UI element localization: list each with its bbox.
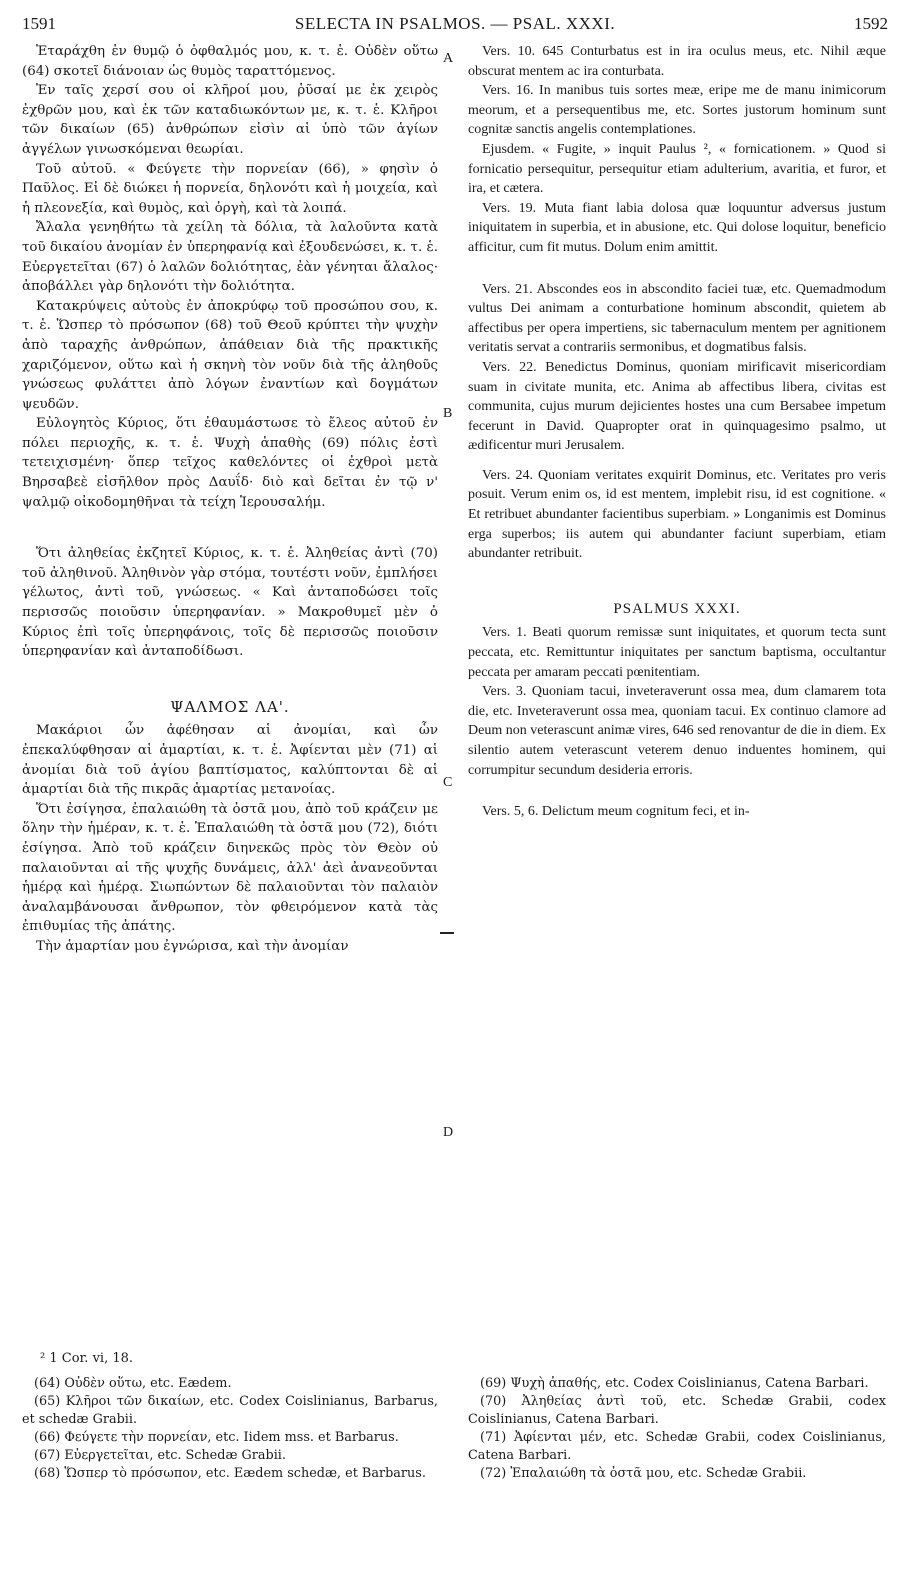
margin-letter-c: C [443,775,453,790]
notes-right [468,1375,886,1483]
latin-paragraph: Vers. 21. Abscondes eos in abscondito faciei tuæ, etc. Quemadmodum vultus Dei animam a conturbatione hominum abscondit, quietem ab affectibus per opera impertiens, sic tabernaculum mentem per agnitionem veritatis servat a contrariis sermonibus, et dogmatibus falsis. [468,281,886,356]
critical-note: (71) Ἀφίενται μέν, etc. Schedæ Grabii, codex Coislinianus, Catena Barbari. [468,1430,886,1463]
critical-note: (66) Φεύγετε τὴν πορνείαν, etc. Iidem mss. et Barbarus. [34,1430,399,1445]
margin-letter-d: D [443,1125,454,1140]
latin-column [468,42,886,822]
column-divider-mark [440,932,454,934]
running-header [22,8,888,34]
greek-paragraph: Τοῦ αὐτοῦ. « Φεύγετε τὴν πορνείαν (66), » φησὶν ὁ Παῦλος. Εἰ δὲ διώκει ἡ πορνεία, δηλονότι καὶ ἡ μοιχεία, καὶ ἡ πλεονεξία, καὶ θυμὸς, καὶ ὀργὴ, καὶ τὰ λοιπά. [22,161,438,216]
greek-paragraph: Τὴν ἁμαρτίαν μου ἐγνώρισα, καὶ τὴν ἀνομίαν [36,938,349,954]
critical-note: (65) Κλῆροι τῶν δικαίων, etc. Codex Coislinianus, Barbarus, et schedæ Grabii. [22,1394,438,1427]
latin-paragraph: Vers. 3. Quoniam tacui, inveteraverunt ossa mea, dum clamarem tota die, etc. Inveteraverunt ossa mea, quoniam tacui. Ex continuo clamore ad Deum non veterascunt animæ vires, 646 sed renovantur de die in diem. Ex silentio autem veterascunt veterem denuo induentes hominem, qui corrumpitur secundum desideria erroris. [468,684,886,778]
notes-left [22,1375,438,1483]
latin-paragraph: Vers. 16. In manibus tuis sortes meæ, eripe me de manu inimicorum meorum, et a persequentibus me, etc. Sortes justorum hominum sunt cognitæ sanctis angelis contemplationes. [468,83,886,138]
greek-column [22,42,438,957]
page-number-left: 1591 [22,14,56,33]
critical-note: (72) Ἐπαλαιώθη τὰ ὀστᾶ μου, etc. Schedæ Grabii. [480,1466,807,1481]
greek-paragraph: Ὅτι ἐσίγησα, ἐπαλαιώθη τὰ ὀστᾶ μου, ἀπὸ τοῦ κράζειν με ὅλην τὴν ἡμέραν, κ. τ. ἑ. Ἐπαλαιώθη τὰ ὀστᾶ μου (72), διότι ἐσίγησα. Ἀπὸ τοῦ κράζειν διηνεκῶς πρὸς τὸν Θεὸν οὐ παλαιοῦνται αἱ τῆς ψυχῆς δυνάμεις, ἀλλ' ἀεὶ ἀνανεοῦνται ἡμέρᾳ καὶ ἡμέρᾳ. Σιωπώντων δὲ παλαιοῦνται τὸν παλαιὸν ἀναλαμβάνουσαι ἄνθρωπον, τὸν φθειρόμενον κατὰ τὰς ἐπιθυμίας τῆς ἀπάτης. [22,801,438,935]
running-title: SELECTA IN PSALMOS. — PSAL. XXXI. [294,14,616,33]
critical-note: (67) Εὐεργετεῖται, etc. Schedæ Grabii. [34,1448,286,1463]
margin-letter-b: B [443,406,453,421]
greek-paragraph: Ὅτι ἀληθείας ἐκζητεῖ Κύριος, κ. τ. ἑ. Ἀληθείας ἀντὶ (70) τοῦ ἀληθινοῦ. Ἀληθινὸν γὰρ στόμα, τουτέστι νοῦν, ἐμπλήσει γέλωτος, ἀντὶ τοῦ, γνώσεως. « Καὶ ἀνταποδώσει τοῖς περισσῶς ποιοῦσιν ὑπερηφανίαν. » Μακροθυμεῖ μὲν ὁ Κύριος ἐπὶ τοῖς ὑπερηφάνοις, τοῖς δὲ περισσῶς ποιοῦσιν ὑπερηφανίαν καὶ ἀνταποδίδωσι. [22,546,438,660]
greek-paragraph: Κατακρύψεις αὐτοὺς ἐν ἀποκρύφῳ τοῦ προσώπου σου, κ. τ. ἑ. Ὥσπερ τὸ πρόσωπον (68) τοῦ Θεοῦ κρύπτει τὴν ψυχὴν ἀπὸ ταραχῆς ἀνθρώπων, ἀπάθειαν διὰ τῆς πρακτικῆς χαριζόμενον, οὕτω καὶ ἡ σκηνὴ τὸν νοῦν διὰ τῆς ἀληθοῦς γνώσεως φυλάττει ἀπὸ λόγων ἐναντίων καὶ δογμάτων ψευδῶν. [22,298,438,412]
critical-note: (69) Ψυχὴ ἀπαθής, etc. Codex Coislinianus, Catena Barbari. [480,1376,869,1391]
margin-letter-a: A [443,51,454,66]
latin-paragraph: Vers. 5, 6. Delictum meum cognitum feci, et in- [482,804,750,820]
latin-paragraph: Vers. 1. Beati quorum remissæ sunt iniquitates, et quorum tecta sunt peccata, etc. Remittuntur iniquitates per sanctum baptisma, occultantur peccata per amaram peccati pœnitentiam. [468,625,886,680]
greek-paragraph: Μακάριοι ὧν ἀφέθησαν αἱ ἀνομίαι, καὶ ὧν ἐπεκαλύφθησαν αἱ ἁμαρτίαι, κ. τ. ἑ. Ἀφίενται μὲν (71) αἱ ἀνομίαι διὰ τοῦ ἁγίου βαπτίσματος, καλύπτονται δὲ αἱ ἁμαρτίαι διὰ τῆς πικρᾶς ἁμαρτίας μετανοίας. [22,723,438,798]
latin-paragraph: Vers. 10. 645 Conturbatus est in ira oculus meus, etc. Nihil æque obscurat mentem ac ira conturbata. [468,44,886,79]
latin-paragraph: Vers. 22. Benedictus Dominus, quoniam mirificavit misericordiam suam in civitate munita, etc. Anima ab affectibus libera, civitas est communita, cujus murum dejicientes hostes una cum Bersabee impetum fecerunt in David. Quapropter orat in quinquagesimo psalmo, ut ædificentur muri Jerusalem. [468,359,886,454]
greek-paragraph: Ἄλαλα γενηθήτω τὰ χείλη τὰ δόλια, τὰ λαλοῦντα κατὰ τοῦ δικαίου ἀνομίαν ἐν ὑπερηφανίᾳ καὶ ἐξουδενώσει, κ. τ. ἑ. Εὐεργετεῖται (67) ὁ λαλῶν δολιότητας, ἐὰν γένηται ἄλαλος· ἀποβάλλει γὰρ δηλονότι τὴν δολιότητα. [22,220,438,295]
greek-psalm-heading: ΨΑΛΜΟΣ ΛΑ'. [170,697,290,716]
greek-paragraph: Εὐλογητὸς Κύριος, ὅτι ἐθαυμάστωσε τὸ ἔλεος αὐτοῦ ἐν πόλει περιοχῆς, κ. τ. ἑ. Ψυχὴ ἀπαθὴς (69) πόλις ἐστὶ τετειχισμένη· ὅπερ τεῖχος καθελόντες οἱ ἐχθροὶ μετὰ Βηρσαβεὲ εἰσῆλθον πρὸς Δαυΐδ· διὸ καὶ δεῖται ἐν τῷ ν' ψαλμῷ οἰκοδομηθῆναι τὰ τείχη Ἱερουσαλήμ. [22,416,438,510]
latin-paragraph: Vers. 19. Muta fiant labia dolosa quæ loquuntur adversus justum iniquitatem in superbia, et in abusione, etc. Qui dolose loquitur, beneficio afficitur, cum fit mutus. Dolum enim amittit. [468,200,886,255]
latin-psalm-heading: PSALMUS XXXI. [613,600,741,617]
latin-paragraph: Ejusdem. « Fugite, » inquit Paulus ², « fornicationem. » Quod si fornicatio persequitur, persequitur etiam adulterium, avaritia, et furor, et ira, et cætera. [468,141,886,197]
critical-note: (68) Ὥσπερ τὸ πρόσωπον, etc. Eædem schedæ, et Barbarus. [34,1466,426,1481]
critical-note: (70) Ἀληθείας ἀντὶ τοῦ, etc. Schedæ Grabii, codex Coislinianus, Catena Barbari. [468,1394,886,1427]
greek-paragraph: Ἐταράχθη ἐν θυμῷ ὁ ὀφθαλμός μου, κ. τ. ἑ. Οὐδὲν οὕτω (64) σκοτεῖ διάνοιαν ὡς θυμὸς ταραττόμενος. [22,44,438,79]
footnote: ² 1 Cor. vi, 18. [40,1351,134,1366]
greek-paragraph: Ἐν ταῖς χερσί σου οἱ κλῆροί μου, ῥῦσαί με ἐκ χειρὸς ἐχθρῶν μου, καὶ ἐκ τῶν καταδιωκόντων με, κ. τ. ἑ. Κλῆροι τῶν δικαίων (65) ἀνθρώπων εἰσὶν αἱ ὑπὸ τῶν ἁγίων ἀγγέλων γινωσκόμεναι θεωρίαι. [22,83,438,157]
critical-note: (64) Οὐδὲν οὕτω, etc. Eædem. [34,1376,232,1391]
latin-paragraph: Vers. 24. Quoniam veritates exquirit Dominus, etc. Veritates pro veris posuit. Verum enim os, id est mentem, implebit risu, id est cognitione. « Et retribuet abundanter facientibus superbiam. » Longanimis est Dominus erga superbos; iis autem qui abundanter faciunt superbiam, etiam abundanter retribuit. [468,467,886,562]
page-number-right: 1592 [854,14,888,33]
